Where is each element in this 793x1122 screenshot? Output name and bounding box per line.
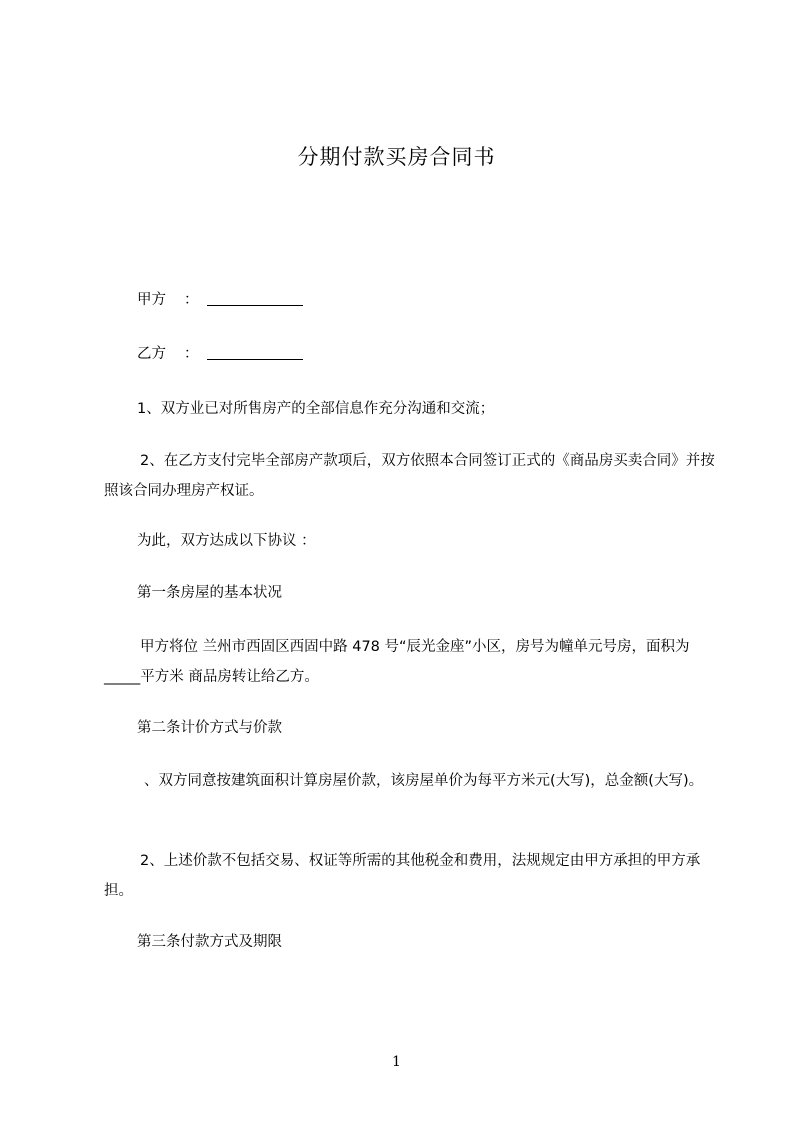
clause-1: 1、双方业已对所售房产的全部信息作充分沟通和交流； bbox=[137, 401, 495, 417]
clause-2: 2、在乙方支付完毕全部房产款项后，双方依照本合同签订正式的《商品房买卖合同》并按照该合同办理房产权证。 bbox=[104, 453, 715, 499]
article-1-body: 甲方将位 兰州市西固区西固中路 478 号“辰光金座”小区，房号为幢单元号房，面积为_____平方米 商品房转让给乙方。 bbox=[104, 639, 690, 685]
party-a-label: 甲方 bbox=[137, 292, 166, 308]
party-b-label: 乙方 bbox=[137, 346, 166, 362]
article-2-item-1: 、双方同意按建筑面积计算房屋价款，该房屋单价为每平方米元(大写)，总金额(大写)。 bbox=[144, 773, 704, 789]
party-a-blank bbox=[207, 291, 303, 306]
party-b-line bbox=[104, 340, 749, 368]
agreement-intro: 为此，双方达成以下协议 ： bbox=[137, 533, 316, 549]
party-b-blank bbox=[207, 345, 303, 360]
party-b-colon: ： bbox=[184, 346, 199, 362]
article-1-heading: 第一条房屋的基本状况 bbox=[137, 585, 282, 601]
party-a-line bbox=[104, 286, 749, 314]
article-2-heading: 第二条计价方式与价款 bbox=[137, 720, 282, 736]
article-3-heading: 第三条付款方式及期限 bbox=[137, 934, 282, 950]
article-2-item-2: 2、上述价款不包括交易、权证等所需的其他税金和费用，法规规定由甲方承担的甲方承担。 bbox=[104, 853, 701, 899]
page-number: 1 bbox=[392, 1054, 401, 1070]
document-title: 分期付款买房合同书 bbox=[297, 145, 496, 169]
party-a-colon: ： bbox=[184, 292, 199, 308]
